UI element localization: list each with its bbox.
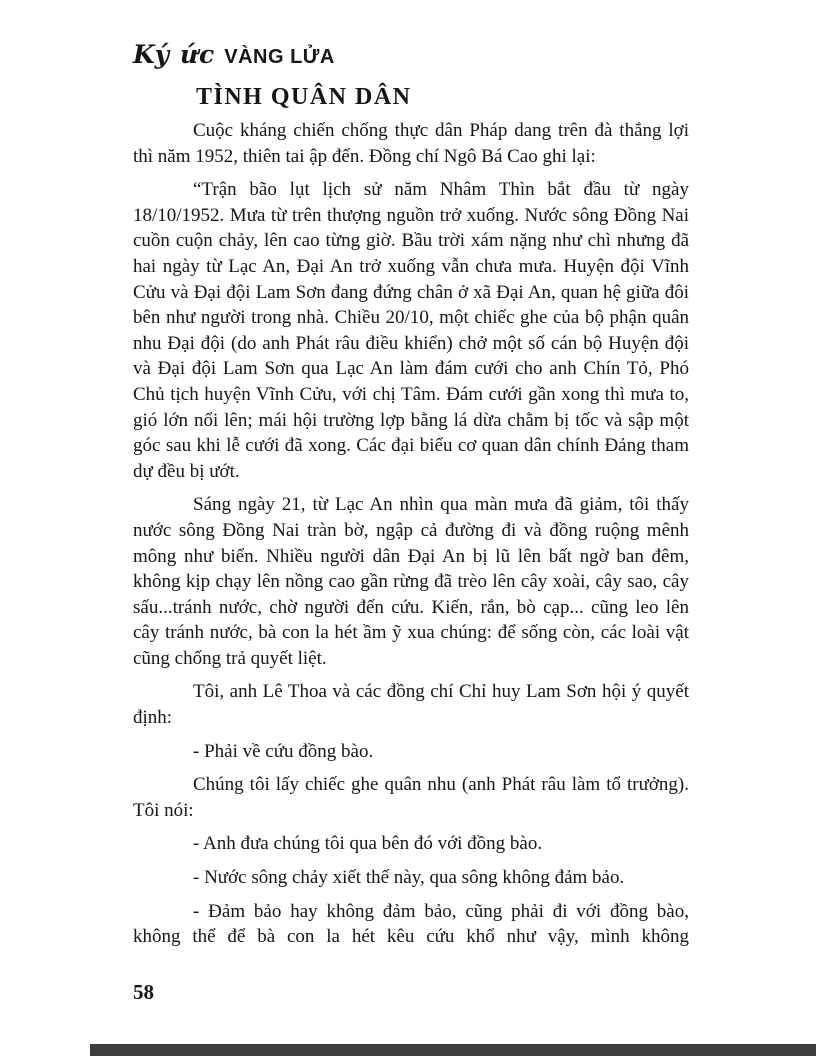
chapter-title: TÌNH QUÂN DÂN xyxy=(196,84,412,110)
header-book-title: VÀNG LỬA xyxy=(224,46,335,68)
paragraph: Cuộc kháng chiến chống thực dân Pháp dang trên đà thắng lợi thì năm 1952, thiên tai ập đến. Đồng chí Ngô Bá Cao ghi lại: xyxy=(133,120,689,167)
paragraph: Chúng tôi lấy chiếc ghe quân nhu (anh Phát râu làm tổ trưởng). Tôi nói: xyxy=(133,774,689,821)
paragraph: - Đảm bảo hay không đảm bảo, cũng phải đi với đồng bào, không thể để bà con la hét kêu cứu khổ như vậy, mình không xyxy=(133,900,689,948)
paragraph: - Nước sông chảy xiết thế này, qua sông không đảm bảo. xyxy=(193,867,625,889)
paragraph: “Trận bão lụt lịch sử năm Nhâm Thìn bắt đầu từ ngày 18/10/1952. Mưa từ trên thượng nguồn trở xuống. Nước sông Đồng Nai cuồn cuộn chảy, lên cao từng giờ. Bầu trời xám nặng như chì nhưng đã hai ngày từ Lạc An, Đại An trở xuống vẫn chưa mưa. Huyện đội Vĩnh Cửu và Đại đội Lam Sơn đang đứng chân ở xã Đại An, quan hệ giữa đôi bên như người trong nhà. Chiều 20/10, một chiếc ghe của bộ phận quân nhu Đại đội (do anh Phát râu điều khiển) chở một số cán bộ Huyện đội và Đại đội Lam Sơn qua Lạc An làm đám cưới cho anh Chín Tỏ, Phó Chủ tịch huyện Vĩnh Cửu, với chị Tâm. Đám cưới gần xong thì mưa to, gió lớn nổi lên; mái hội trường lợp bằng lá dừa chằm bị tốc và sập một góc sau khi lễ cưới đã xong. Các đại biểu cơ quan dân chính Đảng tham dự đều bị ướt. xyxy=(133,179,689,482)
paragraph: Tôi, anh Lê Thoa và các đồng chí Chỉ huy Lam Sơn hội ý quyết định: xyxy=(133,681,689,729)
paragraph: - Phải về cứu đồng bào. xyxy=(193,740,374,762)
running-header xyxy=(133,40,335,69)
paragraph: Sáng ngày 21, từ Lạc An nhìn qua màn mưa đã giảm, tôi thấy nước sông Đồng Nai tràn bờ, ngập cả đường đi và đồng ruộng mênh mông như biển. Nhiều người dân Đại An bị lũ lên bất ngờ ban đêm, không kịp chạy lên nồng cao gần rừng đã trèo lên cây xoài, cây sao, cây sấu...tránh nước, chờ người đến cứu. Kiến, rắn, bò cạp... cũng leo lên cây tránh nước, bà con la hét ầm ỹ xua chúng: để sống còn, các loài vật cũng chống trả quyết liệt. xyxy=(133,494,689,669)
scan-edge-bar xyxy=(90,1044,816,1056)
page-number: 58 xyxy=(133,980,154,1004)
header-script-label: Ký ức xyxy=(133,40,216,69)
body-text xyxy=(133,118,689,958)
paragraph: - Anh đưa chúng tôi qua bên đó với đồng bào. xyxy=(193,833,543,855)
